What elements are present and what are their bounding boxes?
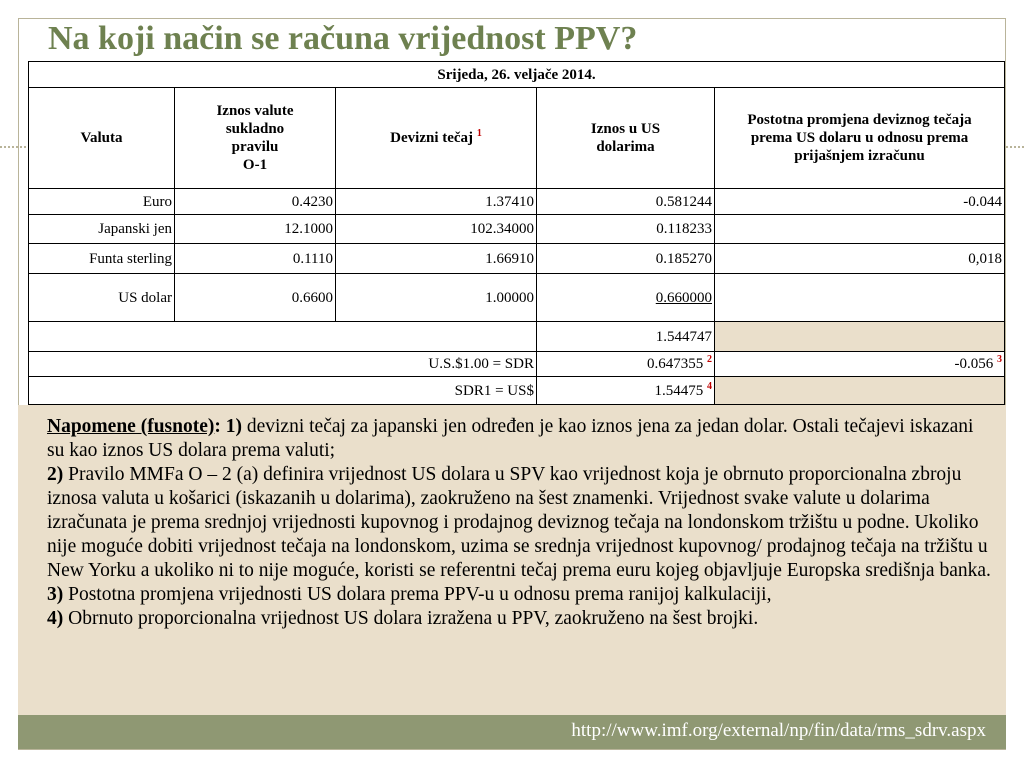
cell-amount: 0.1110 xyxy=(175,244,336,274)
footnote-3 xyxy=(47,583,992,607)
cell-currency: Euro xyxy=(29,189,175,215)
table-row xyxy=(29,215,1005,244)
cell-amount: 0.4230 xyxy=(175,189,336,215)
header-usd: Iznos u US dolarima xyxy=(537,88,715,189)
cell-usd: 0.185270 xyxy=(537,244,715,274)
sdr-valuation-table xyxy=(28,61,1005,405)
shaded-cell xyxy=(715,322,1005,352)
usd-sdr-value: 0.647355 $^2$ xyxy=(537,352,715,377)
table-date: Srijeda, 26. veljače 2014. xyxy=(29,62,1005,88)
table-row xyxy=(29,244,1005,274)
cell-currency: US dolar xyxy=(29,274,175,322)
cell-usd: 0.581244 xyxy=(537,189,715,215)
footnote-text: Pravilo MMFa O – 2 (a) definira vrijednost US dolara u SPV kao vrijednost koja je obrnuto proporcionalna zbroju iznosa valuta u košarici (iskazanih u dolarima), zaokruženo na šest znamenki. Vrijednost svake valute u dolarima izračunata je prema srednjoj vrijednosti kupovnog i prodajnog deviznog tečaja na londonskom tržištu u podne. Ukoliko nije moguće dobiti vrijednost tečaja na londonskom, uzima se srednja vrijednost kupovnog/ prodajnog tečaja na tržištu u New Yorku a ukoliko ni to nije moguće, koristi se referentni tečaj prema euru kojeg objavljuje Europska središnja banka. xyxy=(47,464,991,581)
footnote-marker: 4 xyxy=(707,380,712,392)
cell-change: -0.044 xyxy=(715,189,1005,215)
footnote-number: 1) xyxy=(225,416,242,437)
cell-currency: Funta sterling xyxy=(29,244,175,274)
cell-change xyxy=(715,274,1005,322)
cell-change xyxy=(715,215,1005,244)
usd-sdr-label: U.S.$1.00 = SDR xyxy=(29,352,537,377)
footnote-4 xyxy=(47,607,992,631)
total-value: 1.544747 xyxy=(537,322,715,352)
sdr-usd-row xyxy=(29,377,1005,405)
header-row xyxy=(29,88,1005,189)
table-row xyxy=(29,189,1005,215)
usd-sdr-row xyxy=(29,352,1005,377)
footnote-2 xyxy=(47,463,992,583)
footnote-text: devizni tečaj za japanski jen određen je kao iznos jena za jedan dolar. Ostali tečajevi iskazani su kao iznos US dolara prema valuti; xyxy=(47,416,974,461)
header-currency: Valuta xyxy=(29,88,175,189)
usd-sdr-change: -0.056 $^3$ xyxy=(715,352,1005,377)
footnote-text: Obrnuto proporcionalna vrijednost US dolara izražena u PPV, zaokruženo na šest brojki. xyxy=(68,608,759,629)
sdr-usd-value: 1.54475 $^4$ xyxy=(537,377,715,405)
cell-rate: 1.00000 xyxy=(336,274,537,322)
cell-rate: 1.37410 xyxy=(336,189,537,215)
usd-value-underlined: 0.660000 xyxy=(655,289,712,306)
dotted-rule-left xyxy=(0,146,26,148)
cell-usd xyxy=(537,274,715,322)
cell-currency: Japanski jen xyxy=(29,215,175,244)
footnote-1: Napomene (fusnote): 1) devizni tečaj za japanski jen određen je kao iznos jena za jedan dolar. Ostali tečajevi iskazani su kao iznos US dolara prema valuti; xyxy=(47,416,974,461)
sdr-usd-label: SDR1 = US$ xyxy=(29,377,537,405)
slide-title: Na koji način se računa vrijednost PPV? xyxy=(48,20,638,57)
footnote-text: Postotna promjena vrijednosti US dolara prema PPV-u u odnosu prema ranijoj kalkulaciji, xyxy=(68,584,772,605)
footnotes-panel xyxy=(18,405,1006,715)
footnote-marker: 1 xyxy=(476,128,482,139)
footnote-marker: 2 xyxy=(707,354,712,365)
footnote-number: 3) xyxy=(47,584,64,605)
cell-amount: 0.6600 xyxy=(175,274,336,322)
cell-rate: 1.66910 xyxy=(336,244,537,274)
header-amount: Iznos valute sukladno pravilu O-1 xyxy=(175,88,336,189)
footnote-number: 4) xyxy=(47,608,64,629)
footer-bar xyxy=(18,715,1006,749)
table-row xyxy=(29,274,1005,322)
footnotes-label: Napomene (fusnote) xyxy=(47,416,215,437)
footnote-marker: 3 xyxy=(997,354,1003,365)
cell-rate: 102.34000 xyxy=(336,215,537,244)
header-rate: Devizni tečaj $^1$ xyxy=(336,88,537,189)
source-url: http://www.imf.org/external/np/fin/data/rms_sdrv.aspx xyxy=(571,720,986,741)
date-row xyxy=(29,62,1005,88)
header-change: Postotna promjena deviznog tečaja prema US dolaru u odnosu prema prijašnjem izračunu xyxy=(715,88,1005,189)
dotted-rule-right xyxy=(1003,146,1024,148)
cell-usd: 0.118233 xyxy=(537,215,715,244)
shaded-cell xyxy=(715,377,1005,405)
cell-change: 0,018 xyxy=(715,244,1005,274)
total-row xyxy=(29,322,1005,352)
footnote-number: 2) xyxy=(47,464,64,485)
cell-amount: 12.1000 xyxy=(175,215,336,244)
total-label-cell xyxy=(29,322,537,352)
